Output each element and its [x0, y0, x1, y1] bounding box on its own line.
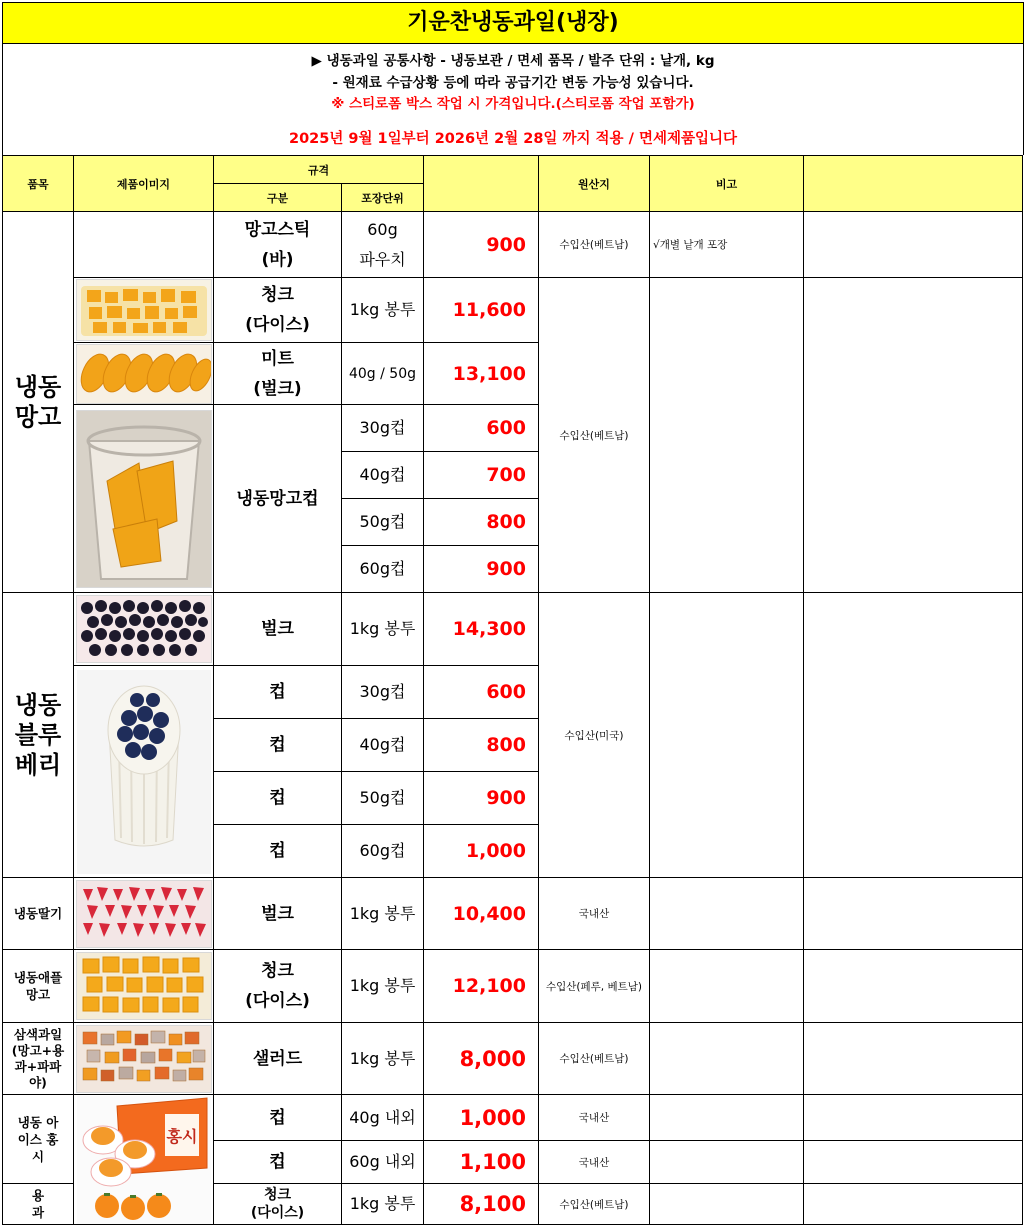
product-image-mango-chunk	[74, 278, 214, 343]
product-image-mango-cup	[74, 405, 214, 593]
row-type: 컵	[214, 772, 342, 825]
header-pack: 포장단위	[342, 184, 424, 212]
product-image-mixed	[74, 1023, 214, 1095]
category-strawberry: 냉동딸기	[3, 878, 74, 950]
row-type: 컵	[214, 825, 342, 878]
row-extra	[804, 593, 1023, 878]
category-blueberry: 냉동 블루 베리	[3, 593, 74, 878]
row-price: 11,600	[424, 278, 539, 343]
mango-chunk-photo	[76, 279, 212, 341]
persimmon-photo	[77, 1096, 211, 1224]
row-pack: 30g컵	[342, 666, 424, 719]
row-type: 망고스틱 (바)	[214, 212, 342, 278]
row-type: 컵	[214, 1095, 342, 1141]
header-image: 제품이미지	[74, 156, 214, 212]
row-price: 12,100	[424, 950, 539, 1023]
row-pack: 1kg 봉투	[342, 1023, 424, 1095]
sheet-title: 기운찬냉동과일(냉장)	[2, 2, 1024, 44]
row-origin: 수입산(미국)	[539, 593, 650, 878]
product-image-blueberry-bulk	[74, 593, 214, 666]
persimmon-box-label: 홍시	[166, 1126, 197, 1146]
row-origin: 수입산(페루, 베트남)	[539, 950, 650, 1023]
row-origin: 수입산(베트남)	[539, 212, 650, 278]
row-note-empty	[650, 1023, 804, 1095]
row-origin: 국내산	[539, 1095, 650, 1141]
row-extra	[804, 212, 1023, 278]
row-price: 1,000	[424, 1095, 539, 1141]
row-extra	[804, 1023, 1023, 1095]
row-type: 청크 (다이스)	[214, 950, 342, 1023]
mango-cup-graphic	[77, 411, 211, 587]
row-note-empty	[650, 278, 804, 593]
row-price: 8,100	[424, 1184, 539, 1225]
product-image-blueberry-cup	[74, 666, 214, 878]
row-origin: 수입산(베트남)	[539, 1023, 650, 1095]
row-extra	[804, 1141, 1023, 1184]
row-price: 900	[424, 546, 539, 593]
row-price: 900	[424, 212, 539, 278]
mango-cup-photo	[76, 410, 212, 588]
strawberry-photo	[76, 880, 212, 948]
row-pack: 60g 내외	[342, 1141, 424, 1184]
row-extra	[804, 1184, 1023, 1225]
row-type: 벌크	[214, 878, 342, 950]
row-note-empty	[650, 1095, 804, 1141]
row-type: 청크 (다이스)	[214, 1184, 342, 1225]
price-table	[2, 155, 1023, 1225]
row-pack: 40g컵	[342, 452, 424, 499]
row-extra	[804, 950, 1023, 1023]
persimmon-box-graphic	[77, 1096, 211, 1224]
category-mixed: 삼색과일 (망고+용 과+파파 야)	[3, 1023, 74, 1095]
header-spec: 규격	[214, 156, 424, 184]
notice-line-4: 2025년 9월 1일부터 2026년 2월 28일 까지 적용 / 면세제품입니다	[288, 131, 738, 147]
header-extra	[804, 156, 1023, 212]
row-pack: 40g컵	[342, 719, 424, 772]
row-note-empty	[650, 1141, 804, 1184]
row-price: 600	[424, 666, 539, 719]
row-extra	[804, 878, 1023, 950]
row-price: 600	[424, 405, 539, 452]
product-image-applemango	[74, 950, 214, 1023]
row-pack: 60g컵	[342, 825, 424, 878]
mixed-fruit-photo	[76, 1025, 212, 1093]
header-type: 구분	[214, 184, 342, 212]
category-applemango: 냉동애플 망고	[3, 950, 74, 1023]
row-pack: 1kg 봉투	[342, 593, 424, 666]
mixed-fruit-graphic	[77, 1026, 211, 1092]
blueberry-bulk-photo	[76, 595, 212, 663]
row-pack: 1kg 봉투	[342, 278, 424, 343]
notice-box	[2, 43, 1024, 155]
notice-line-1: ▶ 냉동과일 공통사항 - 냉동보관 / 면세 품목 / 발주 단위 : 낱개, kg	[311, 53, 715, 69]
category-mango: 냉동 망고	[3, 212, 74, 593]
mango-cubes-graphic	[77, 280, 211, 340]
mango-meat-photo	[76, 344, 212, 404]
row-note-empty	[650, 593, 804, 878]
product-image-strawberry	[74, 878, 214, 950]
row-pack: 60g 파우치	[342, 212, 424, 278]
product-image-mango-meat	[74, 343, 214, 405]
row-type: 컵	[214, 719, 342, 772]
row-origin: 국내산	[539, 1141, 650, 1184]
row-type: 컵	[214, 1141, 342, 1184]
blueberry-ramekin-graphic	[77, 670, 211, 874]
row-pack: 60g컵	[342, 546, 424, 593]
category-dragonfruit: 용 과	[3, 1184, 74, 1225]
row-price: 800	[424, 499, 539, 546]
strawberries-graphic	[77, 881, 211, 947]
category-persimmon: 냉동 아 이스 홍 시	[3, 1095, 74, 1184]
row-note: √개별 낱개 포장	[650, 212, 804, 278]
row-pack: 40g 내외	[342, 1095, 424, 1141]
row-price: 14,300	[424, 593, 539, 666]
row-pack: 50g컵	[342, 772, 424, 825]
row-price: 700	[424, 452, 539, 499]
row-price: 8,000	[424, 1023, 539, 1095]
header-note: 비고	[650, 156, 804, 212]
row-type: 미트 (벌크)	[214, 343, 342, 405]
applemango-cubes-graphic	[77, 953, 211, 1019]
notice-line-2: - 원재료 수급상황 등에 따라 공급기간 변동 가능성 있습니다.	[332, 75, 694, 91]
row-type: 샐러드	[214, 1023, 342, 1095]
blueberry-cup-photo	[77, 670, 211, 874]
row-price: 800	[424, 719, 539, 772]
mango-slices-graphic	[77, 345, 211, 403]
applemango-photo	[76, 952, 212, 1020]
row-pack: 1kg 봉투	[342, 950, 424, 1023]
row-extra	[804, 278, 1023, 593]
row-pack: 1kg 봉투	[342, 1184, 424, 1225]
row-note-empty	[650, 950, 804, 1023]
product-image-persimmon	[74, 1095, 214, 1225]
row-pack: 30g컵	[342, 405, 424, 452]
row-type: 청크 (다이스)	[214, 278, 342, 343]
notice-line-3: ※ 스티로폼 박스 작업 시 가격입니다.(스티로폼 작업 포함가)	[331, 96, 695, 112]
row-price: 1,100	[424, 1141, 539, 1184]
row-pack: 50g컵	[342, 499, 424, 546]
row-pack: 40g / 50g	[342, 343, 424, 405]
row-type: 컵	[214, 666, 342, 719]
header-item: 품목	[3, 156, 74, 212]
row-pack: 1kg 봉투	[342, 878, 424, 950]
row-origin: 수입산(베트남)	[539, 278, 650, 593]
header-price-blank	[424, 156, 539, 212]
row-price: 1,000	[424, 825, 539, 878]
product-image-empty	[74, 212, 214, 278]
row-origin: 수입산(베트남)	[539, 1184, 650, 1225]
row-price: 900	[424, 772, 539, 825]
row-extra	[804, 1095, 1023, 1141]
blueberries-graphic	[77, 596, 211, 662]
row-note-empty	[650, 1184, 804, 1225]
row-price: 13,100	[424, 343, 539, 405]
row-price: 10,400	[424, 878, 539, 950]
header-origin: 원산지	[539, 156, 650, 212]
row-type: 벌크	[214, 593, 342, 666]
row-note-empty	[650, 878, 804, 950]
row-origin: 국내산	[539, 878, 650, 950]
row-type: 냉동망고컵	[214, 405, 342, 593]
